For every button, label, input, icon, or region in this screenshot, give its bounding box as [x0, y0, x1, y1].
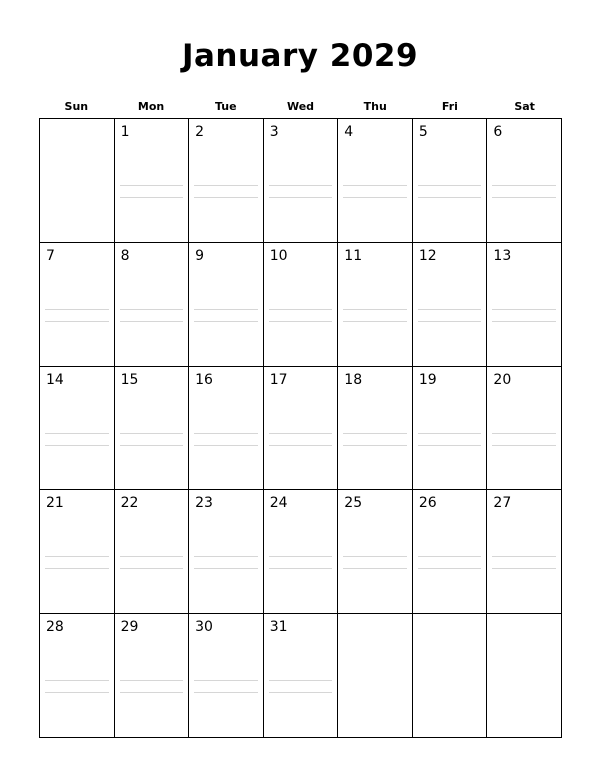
note-line [269, 185, 333, 186]
day-cell [413, 490, 488, 614]
day-cell [189, 243, 264, 367]
day-number: 14 [46, 371, 64, 388]
day-cell [413, 119, 488, 243]
note-line [343, 197, 407, 198]
day-cell [115, 243, 190, 367]
day-number: 24 [269, 495, 288, 512]
day-number: 5 [418, 124, 428, 140]
day-cell [40, 614, 115, 738]
note-line [45, 556, 109, 557]
note-line [120, 692, 184, 693]
note-line [492, 556, 556, 557]
note-line [343, 433, 407, 434]
note-line [269, 568, 333, 569]
note-line [492, 445, 556, 446]
day-number: 30 [195, 619, 213, 636]
day-cell [413, 367, 488, 491]
day-number: 13 [493, 247, 512, 264]
day-cell [40, 490, 115, 614]
note-line [120, 433, 184, 434]
day-cell [189, 614, 264, 738]
note-line [45, 309, 109, 310]
note-line [194, 321, 258, 322]
day-cell [264, 490, 339, 614]
note-line [45, 321, 109, 322]
note-line [120, 568, 184, 569]
day-cell [338, 243, 413, 367]
day-cell [189, 367, 264, 491]
note-line [492, 197, 556, 198]
day-number: 25 [344, 495, 363, 512]
note-line [269, 692, 333, 693]
day-cell [487, 490, 562, 614]
note-line [492, 309, 556, 310]
day-cell [189, 119, 264, 243]
note-line [269, 445, 333, 446]
note-line [418, 568, 482, 569]
note-line [194, 680, 258, 681]
note-line [120, 309, 184, 310]
day-number: 1 [120, 124, 130, 140]
day-cell [264, 614, 339, 738]
day-cell [115, 119, 190, 243]
note-line [343, 568, 407, 569]
note-line [194, 556, 258, 557]
note-line [343, 445, 407, 446]
note-line [418, 445, 482, 446]
weekday-fri: Fri [441, 100, 458, 113]
note-line [45, 445, 109, 446]
note-line [492, 568, 556, 569]
note-line [120, 321, 184, 322]
day-number: 19 [418, 371, 437, 388]
weekday-header-row [39, 99, 562, 115]
day-number: 12 [418, 247, 437, 264]
note-line [269, 680, 333, 681]
weekday-sat: Sat [514, 100, 535, 113]
day-cell [413, 243, 488, 367]
day-number: 22 [120, 495, 139, 512]
note-line [194, 568, 258, 569]
day-number: 28 [46, 619, 64, 636]
note-line [45, 568, 109, 569]
day-number: 4 [344, 124, 354, 140]
note-line [343, 185, 407, 186]
note-line [194, 433, 258, 434]
note-line [194, 197, 258, 198]
note-line [269, 556, 333, 557]
day-cell [338, 490, 413, 614]
note-line [492, 185, 556, 186]
note-line [418, 321, 482, 322]
day-cell [40, 243, 115, 367]
day-cell [338, 367, 413, 491]
empty-day-cell [413, 614, 488, 738]
day-cell [338, 119, 413, 243]
day-number: 15 [120, 371, 139, 388]
note-line [45, 692, 109, 693]
note-line [269, 321, 333, 322]
day-cell [115, 614, 190, 738]
note-line [269, 309, 333, 310]
day-number: 21 [46, 495, 64, 512]
day-number: 7 [46, 247, 55, 264]
note-line [120, 445, 184, 446]
day-number: 23 [195, 495, 213, 512]
day-number: 2 [195, 124, 205, 140]
day-number: 16 [195, 371, 213, 388]
day-number: 9 [195, 247, 205, 264]
note-line [492, 433, 556, 434]
day-cell [189, 490, 264, 614]
weekday-wed: Wed [286, 100, 315, 113]
day-cell [264, 119, 339, 243]
note-line [194, 692, 258, 693]
empty-day-cell [487, 614, 562, 738]
day-number: 11 [344, 247, 363, 264]
note-line [194, 185, 258, 186]
note-line [269, 197, 333, 198]
note-line [343, 556, 407, 557]
note-line [194, 309, 258, 310]
note-line [418, 556, 482, 557]
note-line [269, 433, 333, 434]
day-cell [487, 367, 562, 491]
note-line [343, 321, 407, 322]
day-number: 8 [120, 247, 130, 264]
day-cell [487, 119, 562, 243]
note-line [45, 433, 109, 434]
day-number: 29 [120, 619, 139, 636]
day-number: 26 [418, 495, 437, 512]
page-title: January 2029 [181, 38, 419, 74]
calendar-grid [39, 118, 562, 738]
note-line [120, 556, 184, 557]
note-line [418, 309, 482, 310]
note-line [492, 321, 556, 322]
day-number: 6 [493, 124, 503, 140]
note-line [120, 680, 184, 681]
weekday-tue: Tue [214, 100, 237, 113]
day-number: 17 [269, 371, 288, 388]
note-line [194, 445, 258, 446]
weekday-thu: Thu [363, 100, 387, 113]
empty-day-cell [40, 119, 115, 243]
note-line [120, 197, 184, 198]
day-number: 27 [493, 495, 512, 512]
day-cell [264, 243, 339, 367]
day-number: 3 [269, 124, 279, 140]
day-cell [487, 243, 562, 367]
note-line [418, 185, 482, 186]
note-line [418, 433, 482, 434]
day-number: 20 [493, 371, 512, 388]
note-line [120, 185, 184, 186]
day-cell [264, 367, 339, 491]
day-cell [115, 367, 190, 491]
weekday-sun: Sun [64, 100, 89, 113]
day-cell [115, 490, 190, 614]
empty-day-cell [338, 614, 413, 738]
weekday-mon: Mon [137, 100, 165, 113]
day-number: 18 [344, 371, 363, 388]
day-number: 31 [269, 619, 288, 636]
note-line [343, 309, 407, 310]
day-number: 10 [269, 247, 288, 264]
note-line [418, 197, 482, 198]
day-cell [40, 367, 115, 491]
note-line [45, 680, 109, 681]
